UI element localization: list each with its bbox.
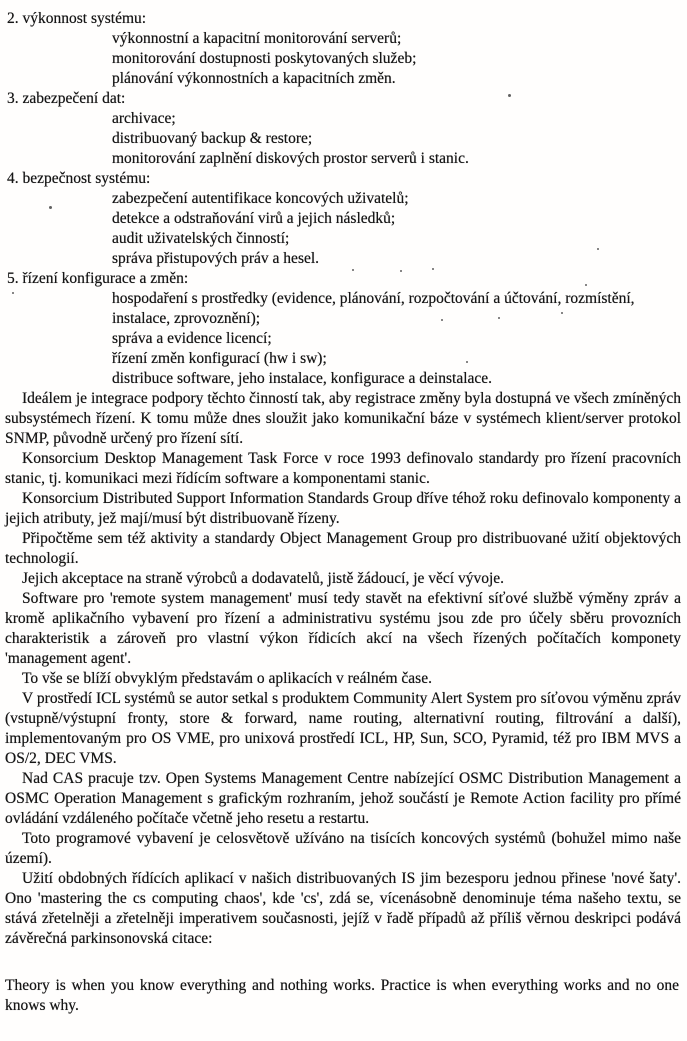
list-subitem: distribuovaný backup & restore; — [112, 130, 313, 147]
list-item — [5, 269, 681, 389]
paragraph: V prostředí ICL systémů se autor setkal s produktem Community Alert System pro síťovou výměnu zpráv (vstupně/výstupní fronty, store & forward, name routing, alternativní routing, filtrování a další), implementovaným pro OS VME, pro unixová prostředí ICL, HP, Sun, SCO, Pyramid, též pro IBM MVS a OS/2, DEC VMS. — [5, 690, 681, 767]
list-item — [5, 9, 681, 89]
list-subitem: zabezpečení autentifikace koncových uživatelů; — [112, 190, 409, 207]
scan-noise-dot — [352, 269, 354, 271]
paragraph: Konsorcium Desktop Management Task Force v roce 1993 definovalo standardy pro řízení pracovních stanic, tj. komunikaci mezi řídícím software a komponentami stanic. — [5, 450, 681, 487]
list-item-label: 5. řízení konfigurace a změn: — [7, 270, 189, 287]
list-item — [5, 169, 681, 269]
list-subitem: plánování výkonnostních a kapacitních změn. — [112, 70, 396, 87]
list-subitem: výkonnostní a kapacitní monitorování serverů; — [112, 30, 402, 47]
scan-noise-dot — [49, 206, 52, 209]
paragraph: Jejich akceptace na straně výrobců a dodavatelů, jistě žádoucí, je věcí vývoje. — [22, 570, 505, 587]
scan-noise-dot — [597, 248, 599, 250]
list-subitem: monitorování zaplnění diskových prostor serverů i stanic. — [112, 150, 469, 167]
list-subitem: hospodaření s prostředky (evidence, plánování, rozpočtování a účtování, rozmístění, instalace, zprovoznění); — [112, 290, 635, 327]
list-subitem: monitorování dostupnosti poskytovaných služeb; — [112, 50, 417, 67]
list-item-label: 3. zabezpečení dat: — [7, 90, 126, 107]
scan-noise-dot — [400, 270, 402, 272]
paragraph: Připočtěme sem též aktivity a standardy Object Management Group pro distribuované užití objektových technologií. — [5, 530, 681, 567]
list-subitem: distribuce software, jeho instalace, konfigurace a deinstalace. — [112, 370, 493, 387]
scan-noise-dot — [498, 317, 500, 319]
paragraph: Software pro 'remote system management' musí tedy stavět na efektivní síťové službě výměny zpráv a kromě aplikačního vybavení pro řízení a administrativu systému jsou zde pro účely sběru provozních charakteristik a zároveň pro vlastní výkon řídicích akcí na všech řízených počítačích komponety 'management agent'. — [5, 590, 681, 667]
paragraph: Ideálem je integrace podpory těchto činností tak, aby registrace změny byla dostupná ve všech zmíněných subsystémech řízení. K tomu může dnes sloužit jako komunikační báze v systémech klient/server protokol SNMP, původně určený pro řízení sítí. — [5, 390, 681, 447]
scan-noise-dot — [561, 312, 563, 314]
scan-noise-dot — [508, 94, 511, 97]
numbered-list — [5, 9, 681, 389]
paragraph: Toto programové vybavení je celosvětově užíváno na tisících koncových systémů (bohužel mimo naše území). — [5, 830, 681, 867]
list-item — [5, 89, 681, 169]
closing-quote: Theory is when you know everything and nothing works. Practice is when everything works and no one knows why. — [5, 977, 679, 1014]
list-subitem: archivace; — [112, 110, 176, 127]
scan-noise-dot — [432, 268, 434, 270]
list-subitem: audit uživatelských činností; — [112, 230, 290, 247]
list-subitem: řízení změn konfigurací (hw i sw); — [112, 350, 327, 367]
scan-noise-dot — [12, 292, 14, 294]
scan-noise-dot — [466, 361, 468, 363]
list-subitem: správa a evidence licencí; — [112, 330, 272, 347]
paragraph: Konsorcium Distributed Support Information Standards Group dříve téhož roku definovalo komponenty a jejich atributy, jež mají/musí být distribuovaně řízeny. — [5, 490, 681, 527]
body-paragraphs — [5, 389, 681, 949]
list-subitem: detekce a odstraňování virů a jejich následků; — [112, 210, 396, 227]
scan-noise-dot — [441, 319, 443, 321]
paragraph: Užití obdobných řídících aplikací v našich distribuovaných IS jim bezesporu jednou přinese 'nové šaty'. Ono 'mastering the cs computing chaos', kde 'cs', zdá se, vícenásobně denominuje téma našeho textu, se stává zřetelněji a zřetelněji imperativem současnosti, jejíž v řadě případů až příliš věrnou deskripci podává závěrečná parkinsonovská citace: — [5, 870, 681, 947]
paragraph: Nad CAS pracuje tzv. Open Systems Management Centre nabízející OSMC Distribution Management a OSMC Operation Management s grafickým rozhraním, jehož součástí je Remote Action facility pro přímé ovládání vzdáleného počítače včetně jeho resetu a restartu. — [5, 770, 681, 827]
list-item-label: 2. výkonnost systému: — [7, 10, 147, 27]
list-subitem: správa přistupových práv a hesel. — [112, 250, 320, 267]
list-item-label: 4. bezpečnost systému: — [7, 170, 151, 187]
scan-noise-dot — [585, 284, 587, 286]
paragraph: To vše se blíží obvyklým představám o aplikacích v reálném čase. — [22, 670, 432, 687]
